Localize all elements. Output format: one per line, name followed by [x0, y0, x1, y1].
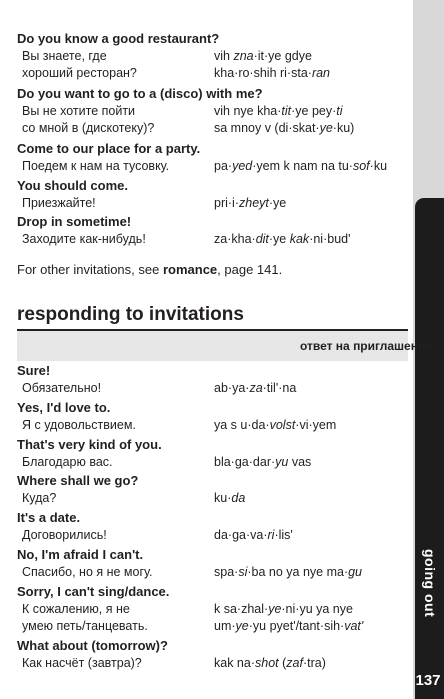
- pronunciation: bla·ga·dar·yu vas: [214, 455, 312, 469]
- russian-phrase: хороший ресторан?: [22, 66, 137, 80]
- english-phrase: Sure!: [17, 363, 51, 378]
- english-phrase: What about (tomorrow)?: [17, 638, 168, 653]
- russian-phrase: Заходите как-нибудь!: [22, 232, 146, 246]
- reference-link: romance: [162, 262, 218, 277]
- phrase-entry: [17, 213, 405, 248]
- phrase-entry: [17, 30, 405, 82]
- english-phrase: It's a date.: [17, 510, 81, 525]
- english-phrase: Sorry, I can't sing/dance.: [17, 584, 170, 599]
- translation-row: [17, 601, 405, 618]
- pronunciation: spa·si·ba no ya nye ma·gu: [214, 565, 363, 579]
- pronunciation: kak na·shot (zaf·tra): [214, 656, 326, 670]
- translation-row: [17, 65, 405, 82]
- russian-phrase: Обязательно!: [22, 381, 102, 395]
- phrase-entry: [17, 399, 405, 434]
- phrase-entry: [17, 436, 405, 471]
- page-number: 137: [415, 672, 441, 689]
- english-phrase: You should come.: [17, 178, 128, 193]
- english-phrase: Come to our place for a party.: [17, 141, 201, 156]
- chapter-tab: [415, 198, 444, 699]
- pronunciation: za·kha·dit·ye kak·ni·bud': [214, 232, 351, 246]
- pronunciation: pa·yed·yem k nam na tu·sof·ku: [214, 159, 388, 173]
- english-phrase: Do you know a good restaurant?: [17, 31, 220, 46]
- section-title: responding to invitations: [17, 304, 244, 325]
- english-phrase: No, I'm afraid I can't.: [17, 547, 144, 562]
- pronunciation: k sa·zhal·ye·ni·yu ya nye: [214, 602, 353, 616]
- pronunciation: vih nye kha·tit·ye pey·ti: [214, 104, 343, 118]
- phrase-entry: [17, 140, 405, 175]
- pronunciation: kha·ro·shih ri·sta·ran: [214, 66, 331, 80]
- russian-phrase: Вы не хотите пойти: [22, 104, 136, 118]
- pronunciation: ku·da: [214, 491, 246, 505]
- translation-row: [17, 120, 405, 137]
- reference-text: For other invitations, see: [17, 262, 163, 277]
- translation-row: [17, 618, 405, 635]
- russian-phrase: Куда?: [22, 491, 57, 505]
- pronunciation: vih zna·it·ye gdye: [214, 49, 312, 63]
- translation-row: [17, 417, 405, 434]
- translation-row: [17, 564, 405, 581]
- pronunciation: um·ye·yu pyet'/tant·sih·vat': [214, 619, 364, 633]
- translation-row: [17, 48, 405, 65]
- translation-row: [17, 158, 405, 175]
- english-phrase: Drop in sometime!: [17, 214, 132, 229]
- section-subtitle-ru: ответ на приглашение: [299, 339, 432, 353]
- phrase-entry: [17, 362, 405, 397]
- pronunciation: ya s u·da·volst·vi·yem: [214, 418, 337, 432]
- cross-reference: [17, 261, 282, 279]
- phrase-entry: [17, 637, 405, 672]
- english-phrase: That's very kind of you.: [17, 437, 162, 452]
- translation-row: [17, 490, 405, 507]
- russian-phrase: умею петь/танцевать.: [22, 619, 148, 633]
- translation-row: [17, 454, 405, 471]
- russian-phrase: Вы знаете, где: [22, 49, 107, 63]
- pronunciation: pri·i·zheyt·ye: [214, 196, 287, 210]
- phrase-entry: [17, 509, 405, 544]
- translation-row: [17, 231, 405, 248]
- english-phrase: Do you want to go to a (disco) with me?: [17, 86, 263, 101]
- pronunciation: da·ga·va·ri·lis': [214, 528, 293, 542]
- russian-phrase: Поедем к нам на тусовку.: [22, 159, 170, 173]
- russian-phrase: Я с удовольствием.: [22, 418, 136, 432]
- translation-row: [17, 103, 405, 120]
- russian-phrase: К сожалению, я не: [22, 602, 130, 616]
- english-phrase: Yes, I'd love to.: [17, 400, 111, 415]
- translation-row: [17, 195, 405, 212]
- phrase-entry: [17, 546, 405, 581]
- russian-phrase: Как насчёт (завтра)?: [22, 656, 142, 670]
- russian-phrase: Спасибо, но я не могу.: [22, 565, 153, 579]
- phrase-entry: [17, 583, 405, 635]
- translation-row: [17, 655, 405, 672]
- phrase-entry: [17, 472, 405, 507]
- phrase-entry: [17, 85, 405, 137]
- english-phrase: Where shall we go?: [17, 473, 139, 488]
- translation-row: [17, 527, 405, 544]
- russian-phrase: Благодарю вас.: [22, 455, 113, 469]
- chapter-tab-label: going out: [422, 548, 438, 618]
- russian-phrase: Договорились!: [22, 528, 107, 542]
- russian-phrase: со мной в (дискотеку)?: [22, 121, 155, 135]
- russian-phrase: Приезжайте!: [22, 196, 96, 210]
- phrase-entry: [17, 177, 405, 212]
- pronunciation: ab·ya·za·til'·na: [214, 381, 297, 395]
- reference-page: , page 141.: [217, 262, 283, 277]
- pronunciation: sa mnoy v (di·skat·ye·ku): [214, 121, 355, 135]
- translation-row: [17, 380, 405, 397]
